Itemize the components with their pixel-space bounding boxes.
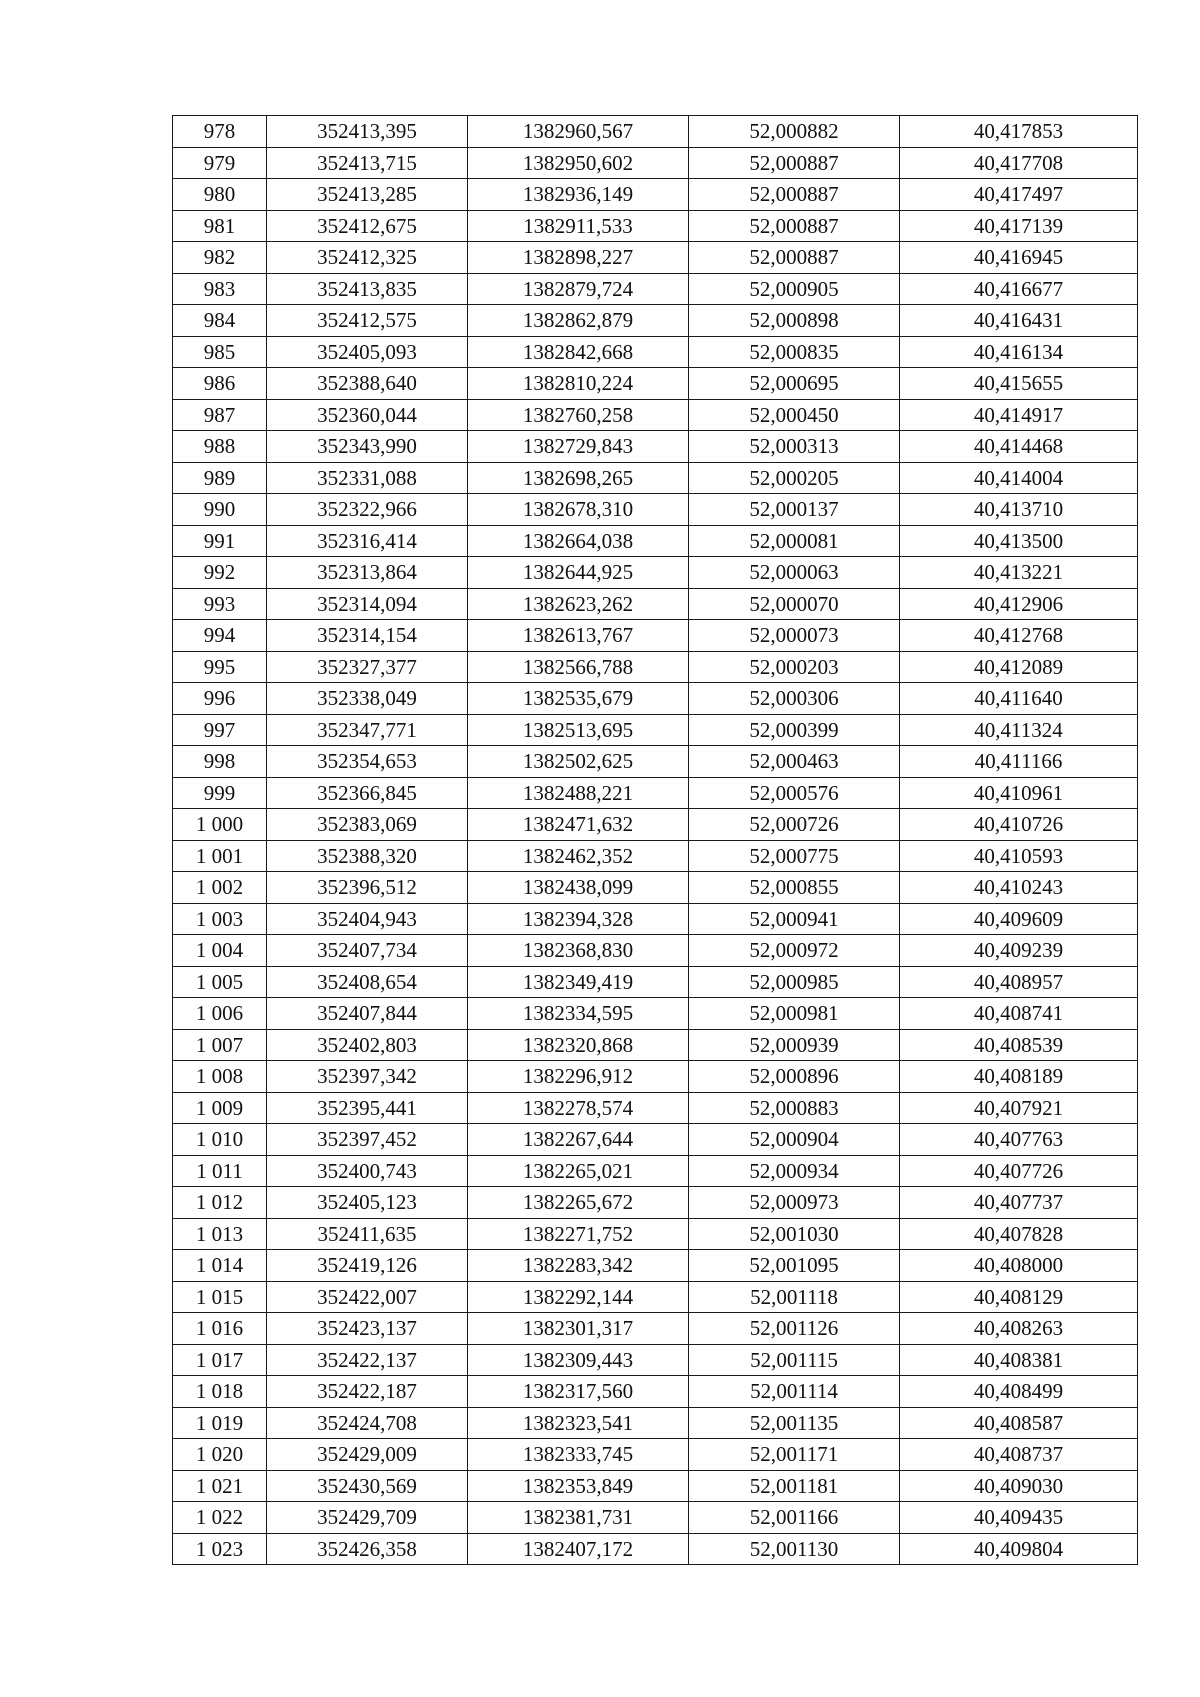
- longitude-cell: 40,417853: [900, 116, 1138, 148]
- x-coordinate-cell: 352314,154: [267, 620, 468, 652]
- latitude-cell: 52,000855: [689, 872, 900, 904]
- longitude-cell: 40,409609: [900, 903, 1138, 935]
- y-coordinate-cell: 1382407,172: [468, 1533, 689, 1565]
- table-row: [173, 399, 1138, 431]
- point-number-cell: 989: [173, 462, 267, 494]
- x-coordinate-cell: 352343,990: [267, 431, 468, 463]
- table-row: [173, 1029, 1138, 1061]
- latitude-cell: 52,000887: [689, 179, 900, 211]
- y-coordinate-cell: 1382265,021: [468, 1155, 689, 1187]
- x-coordinate-cell: 352388,640: [267, 368, 468, 400]
- longitude-cell: 40,408189: [900, 1061, 1138, 1093]
- coordinates-table-body: [173, 116, 1138, 1565]
- table-row: [173, 431, 1138, 463]
- y-coordinate-cell: 1382323,541: [468, 1407, 689, 1439]
- table-row: [173, 147, 1138, 179]
- table-row: [173, 1407, 1138, 1439]
- latitude-cell: 52,000205: [689, 462, 900, 494]
- latitude-cell: 52,001030: [689, 1218, 900, 1250]
- latitude-cell: 52,000576: [689, 777, 900, 809]
- table-row: [173, 1155, 1138, 1187]
- point-number-cell: 1 014: [173, 1250, 267, 1282]
- x-coordinate-cell: 352347,771: [267, 714, 468, 746]
- point-number-cell: 984: [173, 305, 267, 337]
- latitude-cell: 52,000203: [689, 651, 900, 683]
- longitude-cell: 40,414004: [900, 462, 1138, 494]
- longitude-cell: 40,410961: [900, 777, 1138, 809]
- table-row: [173, 1470, 1138, 1502]
- table-row: [173, 242, 1138, 274]
- x-coordinate-cell: 352422,187: [267, 1376, 468, 1408]
- table-row: [173, 1250, 1138, 1282]
- point-number-cell: 1 008: [173, 1061, 267, 1093]
- table-row: [173, 998, 1138, 1030]
- longitude-cell: 40,412768: [900, 620, 1138, 652]
- coordinates-table: [172, 115, 1138, 1565]
- longitude-cell: 40,416677: [900, 273, 1138, 305]
- point-number-cell: 1 022: [173, 1502, 267, 1534]
- latitude-cell: 52,000070: [689, 588, 900, 620]
- longitude-cell: 40,408000: [900, 1250, 1138, 1282]
- longitude-cell: 40,408263: [900, 1313, 1138, 1345]
- y-coordinate-cell: 1382309,443: [468, 1344, 689, 1376]
- latitude-cell: 52,000835: [689, 336, 900, 368]
- point-number-cell: 1 012: [173, 1187, 267, 1219]
- latitude-cell: 52,001130: [689, 1533, 900, 1565]
- latitude-cell: 52,000939: [689, 1029, 900, 1061]
- latitude-cell: 52,000887: [689, 242, 900, 274]
- latitude-cell: 52,001126: [689, 1313, 900, 1345]
- longitude-cell: 40,407763: [900, 1124, 1138, 1156]
- latitude-cell: 52,001181: [689, 1470, 900, 1502]
- x-coordinate-cell: 352426,358: [267, 1533, 468, 1565]
- latitude-cell: 52,000941: [689, 903, 900, 935]
- latitude-cell: 52,000450: [689, 399, 900, 431]
- longitude-cell: 40,408381: [900, 1344, 1138, 1376]
- point-number-cell: 1 004: [173, 935, 267, 967]
- x-coordinate-cell: 352360,044: [267, 399, 468, 431]
- point-number-cell: 1 005: [173, 966, 267, 998]
- longitude-cell: 40,412089: [900, 651, 1138, 683]
- point-number-cell: 1 003: [173, 903, 267, 935]
- latitude-cell: 52,001135: [689, 1407, 900, 1439]
- longitude-cell: 40,407921: [900, 1092, 1138, 1124]
- y-coordinate-cell: 1382513,695: [468, 714, 689, 746]
- point-number-cell: 993: [173, 588, 267, 620]
- latitude-cell: 52,000073: [689, 620, 900, 652]
- longitude-cell: 40,409030: [900, 1470, 1138, 1502]
- table-row: [173, 935, 1138, 967]
- x-coordinate-cell: 352397,452: [267, 1124, 468, 1156]
- y-coordinate-cell: 1382301,317: [468, 1313, 689, 1345]
- point-number-cell: 1 015: [173, 1281, 267, 1313]
- latitude-cell: 52,000695: [689, 368, 900, 400]
- longitude-cell: 40,414917: [900, 399, 1138, 431]
- latitude-cell: 52,000985: [689, 966, 900, 998]
- point-number-cell: 988: [173, 431, 267, 463]
- y-coordinate-cell: 1382471,632: [468, 809, 689, 841]
- latitude-cell: 52,000934: [689, 1155, 900, 1187]
- x-coordinate-cell: 352338,049: [267, 683, 468, 715]
- x-coordinate-cell: 352400,743: [267, 1155, 468, 1187]
- x-coordinate-cell: 352411,635: [267, 1218, 468, 1250]
- table-row: [173, 1344, 1138, 1376]
- y-coordinate-cell: 1382381,731: [468, 1502, 689, 1534]
- y-coordinate-cell: 1382488,221: [468, 777, 689, 809]
- latitude-cell: 52,000313: [689, 431, 900, 463]
- table-row: [173, 620, 1138, 652]
- table-row: [173, 1218, 1138, 1250]
- longitude-cell: 40,411166: [900, 746, 1138, 778]
- latitude-cell: 52,001095: [689, 1250, 900, 1282]
- table-row: [173, 651, 1138, 683]
- point-number-cell: 979: [173, 147, 267, 179]
- x-coordinate-cell: 352388,320: [267, 840, 468, 872]
- longitude-cell: 40,408499: [900, 1376, 1138, 1408]
- point-number-cell: 990: [173, 494, 267, 526]
- x-coordinate-cell: 352405,123: [267, 1187, 468, 1219]
- x-coordinate-cell: 352429,009: [267, 1439, 468, 1471]
- table-row: [173, 1061, 1138, 1093]
- table-row: [173, 746, 1138, 778]
- latitude-cell: 52,000887: [689, 147, 900, 179]
- point-number-cell: 992: [173, 557, 267, 589]
- longitude-cell: 40,409239: [900, 935, 1138, 967]
- point-number-cell: 1 023: [173, 1533, 267, 1565]
- y-coordinate-cell: 1382368,830: [468, 935, 689, 967]
- y-coordinate-cell: 1382462,352: [468, 840, 689, 872]
- latitude-cell: 52,000896: [689, 1061, 900, 1093]
- point-number-cell: 995: [173, 651, 267, 683]
- longitude-cell: 40,417139: [900, 210, 1138, 242]
- latitude-cell: 52,000887: [689, 210, 900, 242]
- point-number-cell: 1 002: [173, 872, 267, 904]
- point-number-cell: 999: [173, 777, 267, 809]
- longitude-cell: 40,408957: [900, 966, 1138, 998]
- table-row: [173, 116, 1138, 148]
- point-number-cell: 985: [173, 336, 267, 368]
- table-row: [173, 1439, 1138, 1471]
- latitude-cell: 52,000972: [689, 935, 900, 967]
- y-coordinate-cell: 1382879,724: [468, 273, 689, 305]
- longitude-cell: 40,408741: [900, 998, 1138, 1030]
- point-number-cell: 1 007: [173, 1029, 267, 1061]
- longitude-cell: 40,408539: [900, 1029, 1138, 1061]
- y-coordinate-cell: 1382623,262: [468, 588, 689, 620]
- y-coordinate-cell: 1382349,419: [468, 966, 689, 998]
- x-coordinate-cell: 352331,088: [267, 462, 468, 494]
- x-coordinate-cell: 352413,395: [267, 116, 468, 148]
- table-row: [173, 557, 1138, 589]
- point-number-cell: 1 013: [173, 1218, 267, 1250]
- x-coordinate-cell: 352314,094: [267, 588, 468, 620]
- table-row: [173, 273, 1138, 305]
- longitude-cell: 40,409804: [900, 1533, 1138, 1565]
- table-row: [173, 840, 1138, 872]
- longitude-cell: 40,407828: [900, 1218, 1138, 1250]
- x-coordinate-cell: 352402,803: [267, 1029, 468, 1061]
- longitude-cell: 40,413710: [900, 494, 1138, 526]
- x-coordinate-cell: 352413,285: [267, 179, 468, 211]
- longitude-cell: 40,408129: [900, 1281, 1138, 1313]
- table-row: [173, 683, 1138, 715]
- latitude-cell: 52,000081: [689, 525, 900, 557]
- x-coordinate-cell: 352422,137: [267, 1344, 468, 1376]
- longitude-cell: 40,410726: [900, 809, 1138, 841]
- y-coordinate-cell: 1382535,679: [468, 683, 689, 715]
- longitude-cell: 40,417497: [900, 179, 1138, 211]
- y-coordinate-cell: 1382613,767: [468, 620, 689, 652]
- point-number-cell: 997: [173, 714, 267, 746]
- latitude-cell: 52,000882: [689, 116, 900, 148]
- latitude-cell: 52,000063: [689, 557, 900, 589]
- longitude-cell: 40,407737: [900, 1187, 1138, 1219]
- y-coordinate-cell: 1382566,788: [468, 651, 689, 683]
- point-number-cell: 1 017: [173, 1344, 267, 1376]
- latitude-cell: 52,000775: [689, 840, 900, 872]
- y-coordinate-cell: 1382936,149: [468, 179, 689, 211]
- x-coordinate-cell: 352412,325: [267, 242, 468, 274]
- longitude-cell: 40,410593: [900, 840, 1138, 872]
- x-coordinate-cell: 352313,864: [267, 557, 468, 589]
- y-coordinate-cell: 1382353,849: [468, 1470, 689, 1502]
- x-coordinate-cell: 352404,943: [267, 903, 468, 935]
- latitude-cell: 52,001166: [689, 1502, 900, 1534]
- x-coordinate-cell: 352395,441: [267, 1092, 468, 1124]
- x-coordinate-cell: 352408,654: [267, 966, 468, 998]
- x-coordinate-cell: 352396,512: [267, 872, 468, 904]
- longitude-cell: 40,414468: [900, 431, 1138, 463]
- point-number-cell: 1 021: [173, 1470, 267, 1502]
- y-coordinate-cell: 1382862,879: [468, 305, 689, 337]
- point-number-cell: 981: [173, 210, 267, 242]
- table-row: [173, 1502, 1138, 1534]
- x-coordinate-cell: 352424,708: [267, 1407, 468, 1439]
- x-coordinate-cell: 352316,414: [267, 525, 468, 557]
- y-coordinate-cell: 1382278,574: [468, 1092, 689, 1124]
- longitude-cell: 40,408587: [900, 1407, 1138, 1439]
- table-row: [173, 809, 1138, 841]
- x-coordinate-cell: 352413,835: [267, 273, 468, 305]
- latitude-cell: 52,000726: [689, 809, 900, 841]
- latitude-cell: 52,000905: [689, 273, 900, 305]
- longitude-cell: 40,407726: [900, 1155, 1138, 1187]
- table-row: [173, 368, 1138, 400]
- x-coordinate-cell: 352429,709: [267, 1502, 468, 1534]
- point-number-cell: 1 010: [173, 1124, 267, 1156]
- point-number-cell: 1 009: [173, 1092, 267, 1124]
- y-coordinate-cell: 1382283,342: [468, 1250, 689, 1282]
- table-row: [173, 336, 1138, 368]
- table-row: [173, 714, 1138, 746]
- x-coordinate-cell: 352412,575: [267, 305, 468, 337]
- longitude-cell: 40,415655: [900, 368, 1138, 400]
- y-coordinate-cell: 1382292,144: [468, 1281, 689, 1313]
- table-row: [173, 1313, 1138, 1345]
- y-coordinate-cell: 1382334,595: [468, 998, 689, 1030]
- point-number-cell: 1 019: [173, 1407, 267, 1439]
- table-row: [173, 903, 1138, 935]
- y-coordinate-cell: 1382296,912: [468, 1061, 689, 1093]
- longitude-cell: 40,416945: [900, 242, 1138, 274]
- table-row: [173, 777, 1138, 809]
- longitude-cell: 40,412906: [900, 588, 1138, 620]
- latitude-cell: 52,000904: [689, 1124, 900, 1156]
- longitude-cell: 40,409435: [900, 1502, 1138, 1534]
- point-number-cell: 1 011: [173, 1155, 267, 1187]
- x-coordinate-cell: 352407,734: [267, 935, 468, 967]
- table-row: [173, 525, 1138, 557]
- y-coordinate-cell: 1382644,925: [468, 557, 689, 589]
- table-row: [173, 494, 1138, 526]
- point-number-cell: 987: [173, 399, 267, 431]
- table-row: [173, 588, 1138, 620]
- latitude-cell: 52,000399: [689, 714, 900, 746]
- y-coordinate-cell: 1382333,745: [468, 1439, 689, 1471]
- table-row: [173, 462, 1138, 494]
- x-coordinate-cell: 352354,653: [267, 746, 468, 778]
- x-coordinate-cell: 352423,137: [267, 1313, 468, 1345]
- y-coordinate-cell: 1382265,672: [468, 1187, 689, 1219]
- table-row: [173, 872, 1138, 904]
- y-coordinate-cell: 1382502,625: [468, 746, 689, 778]
- point-number-cell: 1 016: [173, 1313, 267, 1345]
- table-row: [173, 1376, 1138, 1408]
- longitude-cell: 40,411324: [900, 714, 1138, 746]
- longitude-cell: 40,410243: [900, 872, 1138, 904]
- x-coordinate-cell: 352407,844: [267, 998, 468, 1030]
- y-coordinate-cell: 1382438,099: [468, 872, 689, 904]
- y-coordinate-cell: 1382678,310: [468, 494, 689, 526]
- y-coordinate-cell: 1382729,843: [468, 431, 689, 463]
- x-coordinate-cell: 352413,715: [267, 147, 468, 179]
- y-coordinate-cell: 1382698,265: [468, 462, 689, 494]
- y-coordinate-cell: 1382950,602: [468, 147, 689, 179]
- point-number-cell: 994: [173, 620, 267, 652]
- table-row: [173, 1124, 1138, 1156]
- x-coordinate-cell: 352430,569: [267, 1470, 468, 1502]
- x-coordinate-cell: 352322,966: [267, 494, 468, 526]
- table-row: [173, 966, 1138, 998]
- y-coordinate-cell: 1382271,752: [468, 1218, 689, 1250]
- y-coordinate-cell: 1382842,668: [468, 336, 689, 368]
- table-row: [173, 1533, 1138, 1565]
- table-row: [173, 305, 1138, 337]
- y-coordinate-cell: 1382664,038: [468, 525, 689, 557]
- table-row: [173, 179, 1138, 211]
- point-number-cell: 1 001: [173, 840, 267, 872]
- point-number-cell: 998: [173, 746, 267, 778]
- y-coordinate-cell: 1382317,560: [468, 1376, 689, 1408]
- longitude-cell: 40,413221: [900, 557, 1138, 589]
- y-coordinate-cell: 1382911,533: [468, 210, 689, 242]
- x-coordinate-cell: 352419,126: [267, 1250, 468, 1282]
- longitude-cell: 40,416134: [900, 336, 1138, 368]
- x-coordinate-cell: 352412,675: [267, 210, 468, 242]
- latitude-cell: 52,000137: [689, 494, 900, 526]
- table-row: [173, 1187, 1138, 1219]
- latitude-cell: 52,000973: [689, 1187, 900, 1219]
- latitude-cell: 52,000306: [689, 683, 900, 715]
- longitude-cell: 40,416431: [900, 305, 1138, 337]
- point-number-cell: 1 018: [173, 1376, 267, 1408]
- y-coordinate-cell: 1382960,567: [468, 116, 689, 148]
- point-number-cell: 986: [173, 368, 267, 400]
- latitude-cell: 52,000463: [689, 746, 900, 778]
- longitude-cell: 40,411640: [900, 683, 1138, 715]
- latitude-cell: 52,001171: [689, 1439, 900, 1471]
- x-coordinate-cell: 352366,845: [267, 777, 468, 809]
- x-coordinate-cell: 352383,069: [267, 809, 468, 841]
- longitude-cell: 40,408737: [900, 1439, 1138, 1471]
- y-coordinate-cell: 1382394,328: [468, 903, 689, 935]
- point-number-cell: 980: [173, 179, 267, 211]
- point-number-cell: 1 006: [173, 998, 267, 1030]
- point-number-cell: 991: [173, 525, 267, 557]
- point-number-cell: 996: [173, 683, 267, 715]
- latitude-cell: 52,001115: [689, 1344, 900, 1376]
- x-coordinate-cell: 352327,377: [267, 651, 468, 683]
- y-coordinate-cell: 1382898,227: [468, 242, 689, 274]
- latitude-cell: 52,001114: [689, 1376, 900, 1408]
- y-coordinate-cell: 1382810,224: [468, 368, 689, 400]
- table-row: [173, 210, 1138, 242]
- latitude-cell: 52,000898: [689, 305, 900, 337]
- point-number-cell: 982: [173, 242, 267, 274]
- latitude-cell: 52,000883: [689, 1092, 900, 1124]
- longitude-cell: 40,413500: [900, 525, 1138, 557]
- x-coordinate-cell: 352405,093: [267, 336, 468, 368]
- point-number-cell: 978: [173, 116, 267, 148]
- y-coordinate-cell: 1382760,258: [468, 399, 689, 431]
- point-number-cell: 1 020: [173, 1439, 267, 1471]
- point-number-cell: 1 000: [173, 809, 267, 841]
- y-coordinate-cell: 1382267,644: [468, 1124, 689, 1156]
- y-coordinate-cell: 1382320,868: [468, 1029, 689, 1061]
- table-row: [173, 1092, 1138, 1124]
- point-number-cell: 983: [173, 273, 267, 305]
- latitude-cell: 52,001118: [689, 1281, 900, 1313]
- x-coordinate-cell: 352422,007: [267, 1281, 468, 1313]
- x-coordinate-cell: 352397,342: [267, 1061, 468, 1093]
- latitude-cell: 52,000981: [689, 998, 900, 1030]
- table-row: [173, 1281, 1138, 1313]
- longitude-cell: 40,417708: [900, 147, 1138, 179]
